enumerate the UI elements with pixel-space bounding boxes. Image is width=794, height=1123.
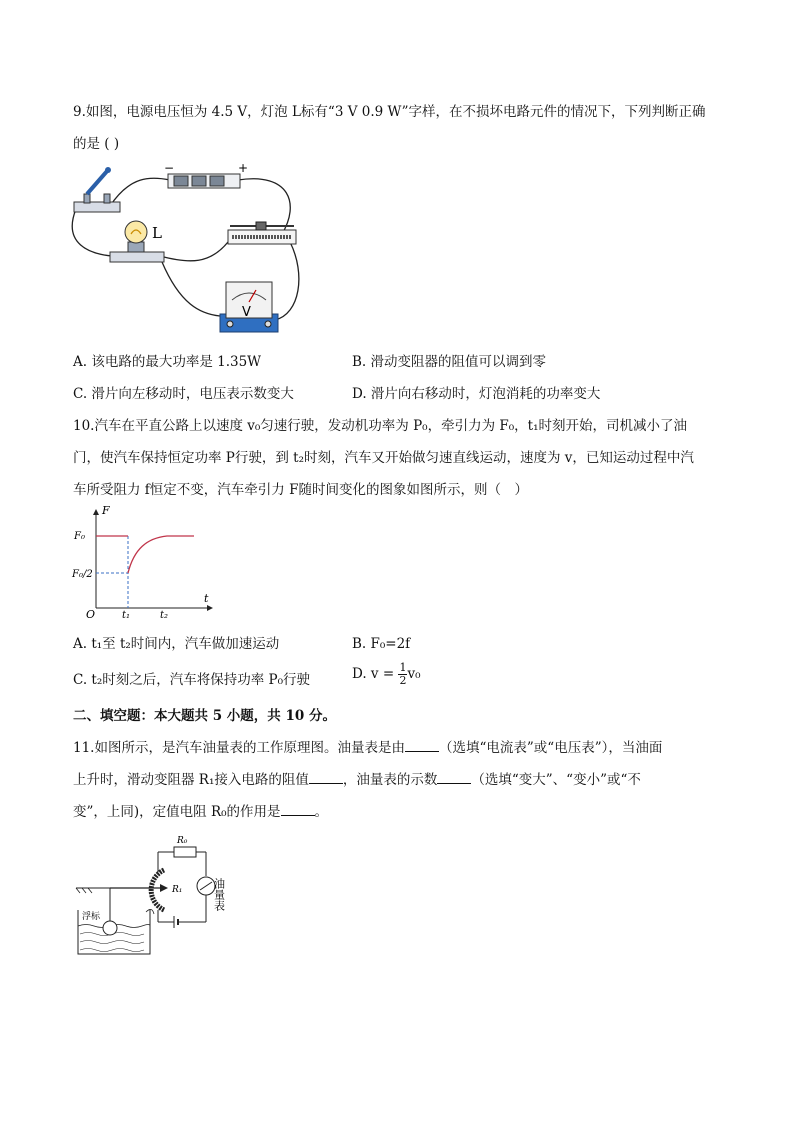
q9-option-c[interactable]: C. 滑片向左移动时，电压表示数变大	[73, 386, 294, 402]
battery-icon	[164, 161, 248, 188]
q9-option-b[interactable]: B. 滑动变阻器的阻值可以调到零	[352, 354, 547, 370]
chart-origin-label: O	[86, 608, 96, 621]
switch-icon	[74, 167, 120, 212]
chart-x-label: t	[204, 592, 209, 605]
q11-blank-2[interactable]	[309, 769, 343, 784]
q10-option-c[interactable]: C. t₂时刻之后，汽车将保持功率 P₀行驶	[73, 672, 311, 688]
voltmeter-label: V	[242, 305, 251, 320]
battery-plus-label: +	[238, 161, 249, 175]
q11-blank-1[interactable]	[405, 737, 439, 752]
q11-text-3a: 变”，上同)，定值电阻 R₀的作用是	[73, 804, 281, 820]
section-2-heading: 二、填空题：本大题共 5 小题，共 10 分。	[73, 708, 336, 724]
q10-stem-line1: 10.汽车在平直公路上以速度 v₀匀速行驶，发动机功率为 P₀，牵引力为 F₀，t₁时刻开始，司机减小了油	[73, 418, 687, 434]
q9-stem-line1: 9.如图，电源电压恒为 4.5 V，灯泡 L标有“3 V 0.9 W”字样，在不损坏电路元件的情况下，下列判断正确	[73, 104, 706, 120]
meter-label: 油量表	[212, 878, 226, 911]
q11-text-2b: ，油量表的示数	[342, 772, 438, 788]
r1-label: R₁	[172, 885, 183, 895]
lamp-label: L	[152, 224, 162, 242]
q11-blank-4[interactable]	[281, 801, 315, 816]
q9-stem-line2: 的是 ( )	[73, 136, 120, 152]
q11-stem-line2	[73, 769, 641, 790]
q11-text-1a: 11.如图所示，是汽车油量表的工作原理图。油量表是由	[73, 740, 405, 756]
q10-force-time-chart	[72, 504, 222, 624]
float-label: 浮标	[82, 912, 101, 922]
q9-option-d[interactable]: D. 滑片向右移动时，灯泡消耗的功率变大	[352, 386, 601, 402]
resistor-r0	[174, 847, 196, 857]
rheostat-icon	[228, 222, 296, 244]
chart-tick-f0: F₀	[74, 531, 85, 542]
r0-label: R₀	[177, 836, 188, 846]
q10-stem-line2: 门，使汽车保持恒定功率 P行驶，到 t₂时刻，汽车又开始做匀速直线运动，速度为 v，已知运动过程中汽	[73, 450, 694, 466]
q10-option-b[interactable]: B. F₀=2f	[352, 636, 411, 652]
q10-option-d-suffix: v₀	[407, 666, 421, 682]
fraction-numerator: 1	[399, 661, 407, 674]
float-icon	[103, 921, 117, 935]
chart-series-curve	[128, 536, 194, 573]
chart-y-label: F	[102, 504, 110, 517]
q9-option-a[interactable]: A. 该电路的最大功率是 1.35W	[73, 354, 262, 370]
battery-minus-label: −	[164, 161, 175, 175]
q11-blank-3[interactable]	[437, 769, 471, 784]
lamp-icon	[110, 221, 164, 262]
q9-circuit-figure	[70, 161, 310, 342]
q10-option-d[interactable]	[352, 662, 421, 687]
voltmeter-icon	[220, 282, 278, 332]
q11-text-3b: 。	[314, 804, 329, 820]
q10-stem-line3: 车所受阻力 f恒定不变，汽车牵引力 F随时间变化的图象如图所示，则（ ）	[73, 482, 528, 498]
q11-fuel-gauge-figure	[74, 832, 244, 958]
q11-text-2c: （选填“变大”、“变小”或“不	[471, 772, 641, 788]
chart-tick-t1: t₁	[122, 610, 131, 621]
fraction-denominator: 2	[399, 674, 407, 687]
slider-contact	[160, 884, 168, 892]
q10-option-a[interactable]: A. t₁至 t₂时间内，汽车做加速运动	[73, 636, 280, 652]
q11-stem-line3	[73, 801, 328, 822]
chart-tick-f0-half: F₀/2	[72, 569, 93, 580]
q11-stem-line1	[73, 737, 662, 758]
q10-option-d-prefix: D. v =	[352, 666, 395, 682]
q11-text-1b: （选填“电流表”或“电压表”），当油面	[438, 740, 663, 756]
q11-text-2a: 上升时，滑动变阻器 R₁接入电路的阻值	[73, 772, 309, 788]
chart-tick-t2: t₂	[160, 610, 169, 621]
